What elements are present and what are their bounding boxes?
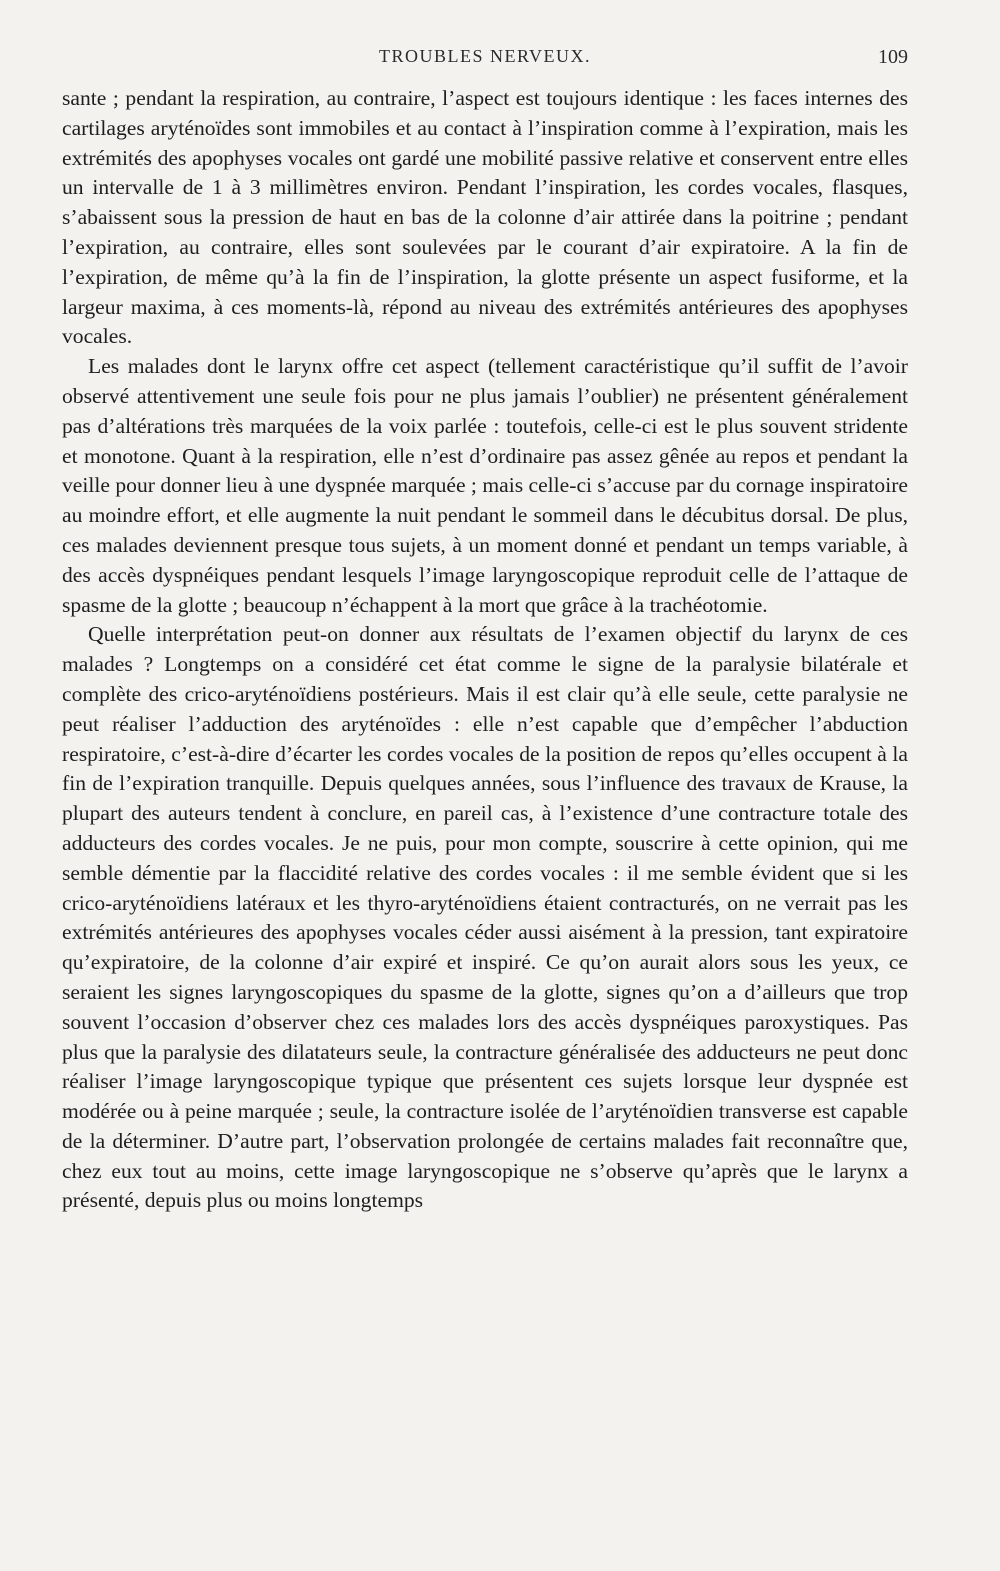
running-title: TROUBLES NERVEUX. (378, 46, 592, 66)
paragraph-interpretation: Quelle interprétation peut-on donner aux résultats de l’examen objectif du larynx de ces malades ? Longtemps on a considéré cet état comme le signe de la paralysie bilatérale et complète des crico-aryténoïdiens postérieurs. Mais il est clair qu’à elle seule, cette paralysie ne peut réaliser l’adduction des aryténoïdes : elle n’est capable que d’empêcher l’abduction respiratoire, c’est-à-dire d’écarter les cordes vocales de la position de repos qu’elles occupent à la fin de l’expiration tranquille. Depuis quelques années, sous l’influence des travaux de Krause, la plupart des auteurs tendent à conclure, en pareil cas, à l’existence d’une contracture totale des adducteurs des cordes vocales. Je ne puis, pour mon compte, souscrire à cette opinion, qui me semble démentie par la flaccidité relative des cordes vocales : il me semble évident que si les crico-aryténoïdiens latéraux et les thyro-aryténoïdiens étaient contracturés, on ne verrait pas les extrémités antérieures des apophyses vocales céder aussi aisément à la pression, tant expiratoire qu’expiratoire, de la colonne d’air expiré et inspiré. Ce qu’on aurait alors sous les yeux, ce seraient les signes laryngoscopiques du spasme de la glotte, signes qu’on a d’ailleurs que trop souvent l’occasion d’observer chez ces malades lors des accès dyspnéiques paroxystiques. Pas plus que la paralysie des dilatateurs seule, la contracture généralisée des adducteurs ne peut donc réaliser l’image laryngoscopique typique que présentent ces sujets lorsque leur dyspnée est modérée ou à peine marquée ; seule, la contracture isolée de l’aryténoïdien transverse est capable de la déterminer. D’autre part, l’observation prolongée de certains malades fait reconnaître que, chez eux tout au moins, cette image laryngoscopique ne s’observe qu’après que le larynx a présenté, depuis plus ou moins longtemps (62, 622, 908, 1213)
paragraph-malades: Les malades dont le larynx offre cet aspect (tellement caractéristique qu’il suffit de l’avoir observé attentivement une seule fois pour ne plus jamais l’oublier) ne présentent généralement pas d’altérations très marquées de la voix parlée : toutefois, celle-ci est le plus souvent stridente et monotone. Quant à la respiration, elle n’est d’ordinaire pas assez gênée au repos et pendant la veille pour donner lieu à une dyspnée marquée ; mais celle-ci s’accuse par du cornage inspiratoire au moindre effort, et elle augmente la nuit pendant le sommeil dans le décubitus dorsal. De plus, ces malades deviennent presque tous sujets, à un moment donné et pendant un temps variable, à des accès dyspnéiques pendant lesquels l’image laryngoscopique reproduit celle de l’attaque de spasme de la glotte ; beaucoup n’échappent à la mort que grâce à la trachéotomie. (62, 354, 909, 617)
page-number: 109 (878, 46, 908, 68)
running-head (62, 46, 908, 76)
paragraph-continued: sante ; pendant la respiration, au contraire, l’aspect est toujours identique : les faces internes des cartilages aryténoïdes sont immobiles et au contact à l’inspiration comme à l’expiration, mais les extrémités des apophyses vocales ont gardé une mobilité passive relative et conservent entre elles un intervalle de 1 à 3 millimètres environ. Pendant l’inspiration, les cordes vocales, flasques, s’abaissent sous la pression de haut en bas de la colonne d’air attirée dans la poitrine ; pendant l’expiration, au contraire, elles sont soulevées par le courant d’air expiratoire. A la fin de l’expiration, de même qu’à la fin de l’inspiration, la glotte présente un aspect fusiforme, et la largeur maxima, à ces moments-là, répond au niveau des extrémités antérieures des apophyses vocales. (62, 86, 908, 349)
body-text (62, 84, 908, 1216)
